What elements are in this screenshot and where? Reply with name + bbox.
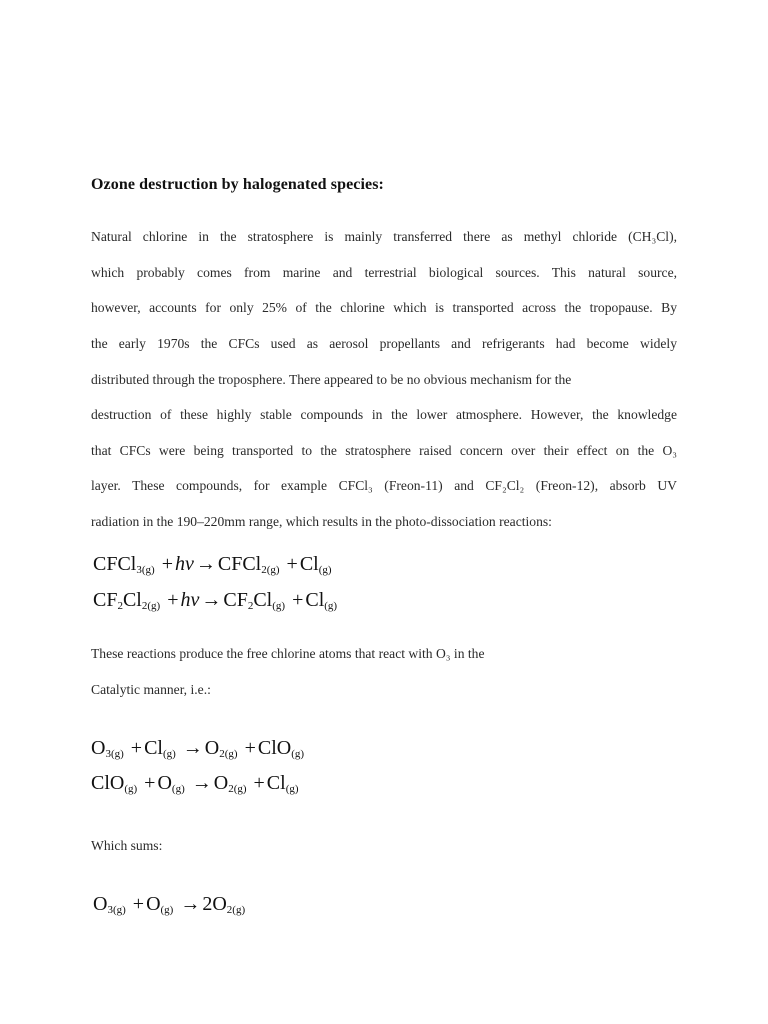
eq-term: O (91, 737, 106, 759)
paragraph-line: layer. These compounds, for example CFCl₃ (Freon-11) and CF₂Cl₂ (Freon-12), absorb UV (91, 478, 677, 493)
eq-term: Cl (299, 553, 319, 575)
eq-term: ClO (257, 737, 292, 759)
sum-label: Which sums: (91, 838, 163, 853)
eq-term: O (93, 893, 108, 915)
paragraph-line: Natural chlorine in the stratosphere is mainly transferred there as methyl chloride (CH₃Cl), (91, 229, 677, 244)
arrow: → (191, 772, 212, 794)
plus-sign: + (292, 589, 304, 611)
eq-term: O (146, 893, 161, 915)
eq-subscript: 2 (247, 600, 254, 612)
arrow: → (195, 553, 216, 575)
eq-subscript: 2 (117, 600, 123, 612)
plus-sign: + (144, 772, 156, 794)
eq-term: Cl (122, 589, 142, 611)
equation-photodissociation-cfcl3 (93, 553, 332, 576)
eq-term: Cl (266, 772, 286, 794)
plus-sign: + (132, 893, 145, 915)
reaction-description-line: Catalytic manner, i.e.: (91, 682, 211, 697)
section-heading: Ozone destruction by halogenated species: (91, 176, 384, 193)
eq-term: 2O (202, 893, 227, 915)
equation-catalytic-step-2 (91, 772, 299, 795)
paragraph-line: which probably comes from marine and terrestrial biological sources. This natural source, (91, 265, 677, 280)
paragraph-line: however, accounts for only 25% of the chlorine which is transported across the tropopause. By (91, 300, 677, 315)
eq-subscript: (g) (124, 783, 138, 795)
eq-subscript: 2(g) (228, 783, 247, 795)
photon-hv: hν (180, 589, 200, 611)
eq-term: O (204, 737, 220, 759)
eq-subscript: 2(g) (226, 904, 246, 916)
eq-term: CFCl (217, 553, 262, 575)
eq-subscript: 3(g) (107, 904, 126, 916)
eq-term: O (157, 772, 172, 794)
eq-subscript: (g) (318, 564, 332, 576)
eq-term: CFCl (93, 553, 137, 575)
eq-subscript: 2(g) (219, 748, 238, 760)
arrow: → (182, 737, 203, 759)
plus-sign: + (253, 772, 265, 794)
plus-sign: + (161, 553, 173, 575)
eq-subscript: (g) (171, 783, 185, 795)
paragraph-line: radiation in the 190–220mm range, which results in the photo-dissociation reactions: (91, 514, 552, 529)
photon-hv: hν (174, 553, 194, 575)
plus-sign: + (130, 737, 143, 759)
eq-term: CF (93, 589, 118, 611)
eq-term: Cl (253, 589, 273, 611)
equation-net-reaction (93, 893, 245, 916)
paragraph-line: that CFCs were being transported to the stratosphere raised concern over their effect on the O₃ (91, 443, 677, 458)
eq-term: Cl (305, 589, 325, 611)
eq-term: ClO (91, 772, 125, 794)
arrow: → (201, 589, 222, 611)
plus-sign: + (286, 553, 298, 575)
eq-subscript: 2(g) (261, 564, 280, 576)
eq-subscript: 3(g) (105, 748, 124, 760)
eq-subscript: 2(g) (141, 600, 161, 612)
paragraph-line: the early 1970s the CFCs used as aerosol propellants and refrigerants had become widely (91, 336, 677, 351)
eq-subscript: (g) (272, 600, 286, 612)
eq-term: Cl (144, 737, 163, 759)
equation-catalytic-step-1 (91, 737, 304, 760)
eq-subscript: (g) (324, 600, 338, 612)
eq-term: O (213, 772, 229, 794)
plus-sign: + (244, 737, 256, 759)
plus-sign: + (167, 589, 179, 611)
eq-subscript: (g) (291, 748, 305, 760)
eq-subscript: 3(g) (136, 564, 155, 576)
eq-subscript: (g) (162, 748, 176, 760)
arrow: → (180, 893, 201, 915)
paragraph-line: destruction of these highly stable compounds in the lower atmosphere. However, the knowledge (91, 407, 677, 422)
equation-photodissociation-cf2cl2 (93, 589, 337, 612)
eq-subscript: (g) (285, 783, 299, 795)
eq-subscript: (g) (160, 904, 174, 916)
paragraph-line: distributed through the troposphere. There appeared to be no obvious mechanism for the (91, 372, 572, 387)
eq-term: CF (223, 589, 248, 611)
reaction-description-line: These reactions produce the free chlorine atoms that react with O₃ in the (91, 646, 485, 661)
